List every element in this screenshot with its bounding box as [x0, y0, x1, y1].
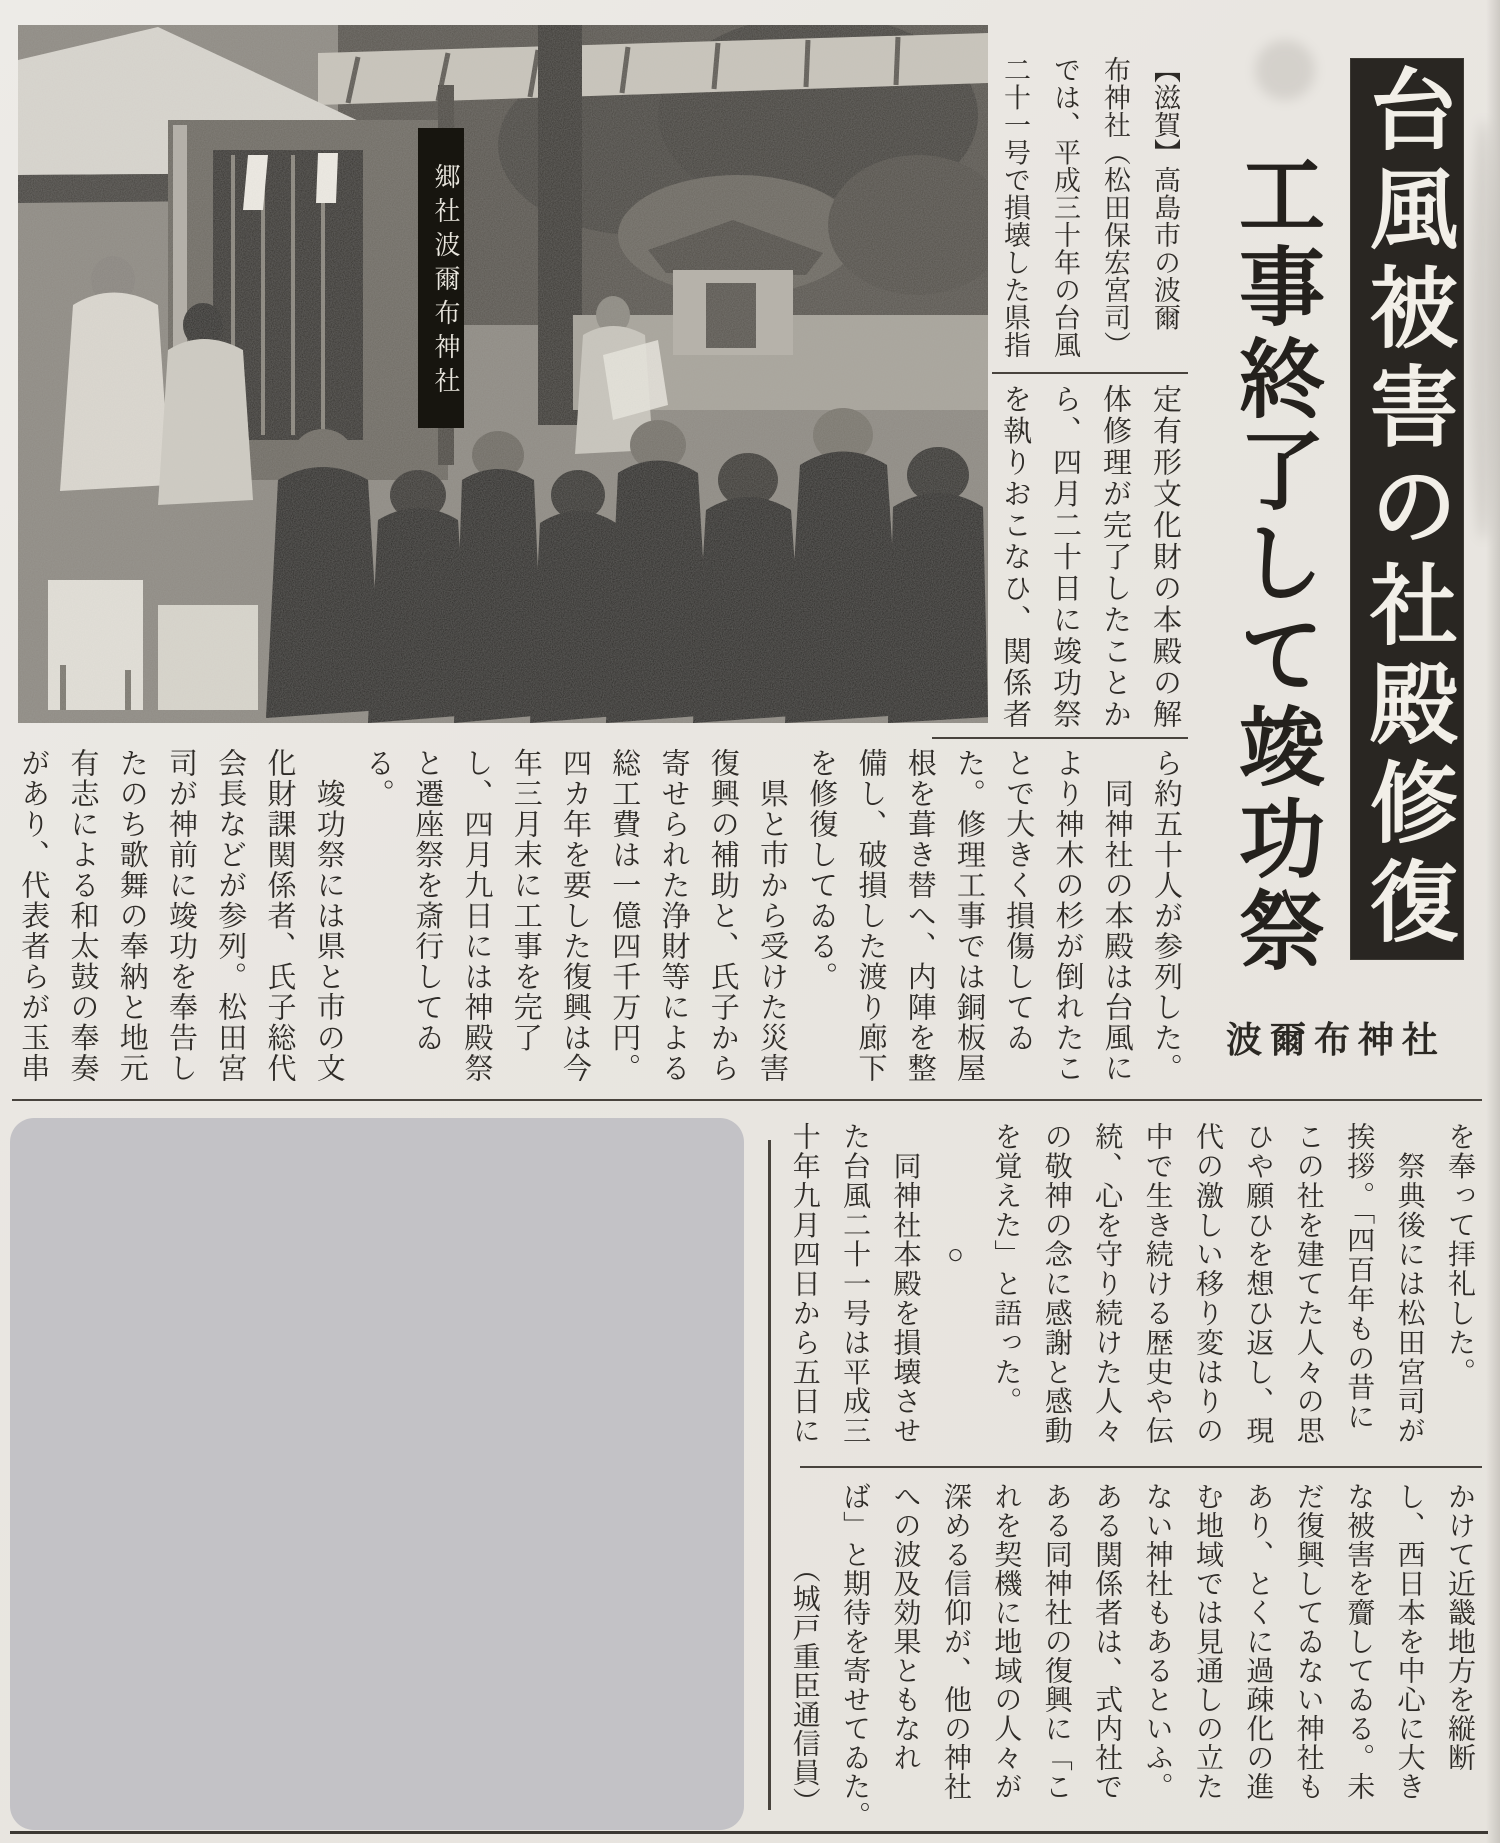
section-divider-bottom [800, 1466, 1482, 1468]
text-column: かけて近畿地方を縦断 [1444, 1482, 1475, 1772]
text-column: た台風二十一号は平成三 [839, 1122, 871, 1446]
bottom-rule [10, 1831, 1488, 1834]
text-column: を覚えた」と語った。 [990, 1122, 1022, 1416]
text-column: 同神社本殿を損壊させ [889, 1122, 921, 1446]
text-column: あり、とくに過疎化の進 [1242, 1482, 1274, 1801]
text-column: れを契機に地域の人々が [990, 1482, 1022, 1801]
text-column: 同神社の本殿は台風に [1100, 748, 1133, 1084]
text-column: より神木の杉が倒れたこ [1051, 748, 1084, 1084]
text-column: 県と市から受けた災害 [756, 748, 788, 1084]
text-column: し、西日本を中心に大き [1393, 1482, 1425, 1801]
redaction-box [10, 1118, 744, 1830]
text-column: 【滋賀】高島市の波爾 [1150, 56, 1180, 331]
text-column: 中で生き続ける歴史や伝 [1141, 1122, 1173, 1446]
text-column: 年三月末に工事を完了 [509, 748, 542, 1053]
text-column: と遷座祭を斎行してゐ [411, 748, 444, 1053]
headline-banner [1350, 58, 1464, 960]
text-column: た。修理工事では銅板屋 [953, 748, 985, 1084]
text-column: る。 [362, 748, 394, 809]
text-column: を奉って拝礼した。 [1444, 1122, 1475, 1387]
article-body-bottom-lower [778, 1482, 1484, 1836]
section-divider-middle [12, 1099, 1482, 1101]
text-column: 挨拶。「四百年もの昔に [1343, 1122, 1375, 1432]
text-column: 祭典後には松田宮司が [1393, 1122, 1425, 1446]
text-column: 有志による和太鼓の奉奏 [66, 748, 99, 1084]
text-column: 備し、破損した渡り廊下 [854, 748, 887, 1084]
scan-smudge [1255, 40, 1315, 100]
subheadline-text: 工事終了して竣功祭 [1226, 150, 1322, 978]
headline-text: 台風被害の社殿修復 [1358, 64, 1457, 955]
text-column: たのち歌舞の奉納と地元 [115, 748, 148, 1084]
text-column: 竣功祭には県と市の文 [312, 748, 345, 1084]
text-column: 布神社（松田保宏宮司） [1100, 56, 1130, 359]
text-column: （城戸重臣通信員） [788, 1482, 820, 1816]
text-column: 二十一号で損壊した県指 [1000, 56, 1030, 359]
text-column: む地域では見通しの立た [1191, 1482, 1223, 1801]
section-divider-lead-bottom [932, 737, 1188, 739]
text-column: 司が神前に竣功を奉告し [165, 748, 197, 1084]
text-column: を修復してゐる。 [805, 748, 838, 992]
text-column: ない神社もあるといふ。 [1141, 1482, 1173, 1801]
text-column: ば」と期待を寄せてゐた。 [839, 1482, 871, 1830]
text-column: ○ [939, 1122, 971, 1272]
text-column: ら、四月二十日に竣功祭 [1049, 384, 1081, 731]
article-body-bottom-upper [778, 1122, 1484, 1472]
text-column: 体修理が完了したことか [1099, 384, 1131, 731]
text-column: し、四月九日には神殿祭 [460, 748, 493, 1084]
photo-illustration [18, 25, 988, 723]
text-column: 深める信仰が、他の神社 [939, 1482, 971, 1801]
shrine-banner: 郷社波爾布神社 [418, 128, 464, 428]
text-column: では、平成三十年の台風 [1050, 56, 1080, 359]
text-column: 統、心を守り続けた人々 [1091, 1122, 1123, 1446]
text-column: 定有形文化財の本殿の解 [1149, 384, 1181, 731]
text-column: を執りおこなひ、関係者 [999, 384, 1031, 731]
text-column: 復興の補助と、氏子から [706, 748, 739, 1084]
column-rule [768, 1140, 771, 1810]
text-column: 四カ年を要した復興は今 [559, 748, 591, 1084]
text-column: 総工費は一億四千万円。 [608, 748, 641, 1084]
shrine-ceremony-photo [18, 25, 988, 723]
article-body-middle [8, 748, 1190, 1094]
text-column: 化財課関係者、氏子総代 [263, 748, 296, 1084]
text-column: この社を建てた人々の思 [1292, 1122, 1324, 1446]
text-column: 寄せられた浄財等による [657, 748, 690, 1084]
paper-edge-shadow [1486, 0, 1500, 1843]
text-column: 十年九月四日から五日に [788, 1122, 820, 1446]
text-column: ある関係者は、式内社で [1091, 1482, 1123, 1801]
text-column: ら約五十人が参列した。 [1150, 748, 1182, 1084]
lead-paragraph-tier2 [990, 384, 1190, 736]
text-column: 代の激しい移り変はりの [1191, 1122, 1223, 1446]
text-column: だ復興してゐない神社も [1292, 1482, 1324, 1801]
text-column: への波及効果ともなれ [889, 1482, 921, 1772]
text-column: の敬神の念に感謝と感動 [1040, 1122, 1072, 1446]
text-column: な被害を齎してゐる。未 [1343, 1482, 1375, 1801]
lead-paragraph-tier1 [990, 56, 1190, 370]
text-column: ひや願ひを想ひ返し、現 [1242, 1122, 1274, 1446]
text-column: 会長などが参列。松田宮 [214, 748, 247, 1084]
text-column: 根を葺き替へ、内陣を整 [903, 748, 936, 1084]
shrine-name-label: 波爾布神社 [1225, 1019, 1446, 1060]
text-column: があり、代表者らが玉串 [17, 748, 50, 1084]
text-column: とで大きく損傷してゐ [1002, 748, 1035, 1053]
text-column: ある同神社の復興に「こ [1040, 1482, 1072, 1801]
section-divider-lead [992, 372, 1188, 374]
